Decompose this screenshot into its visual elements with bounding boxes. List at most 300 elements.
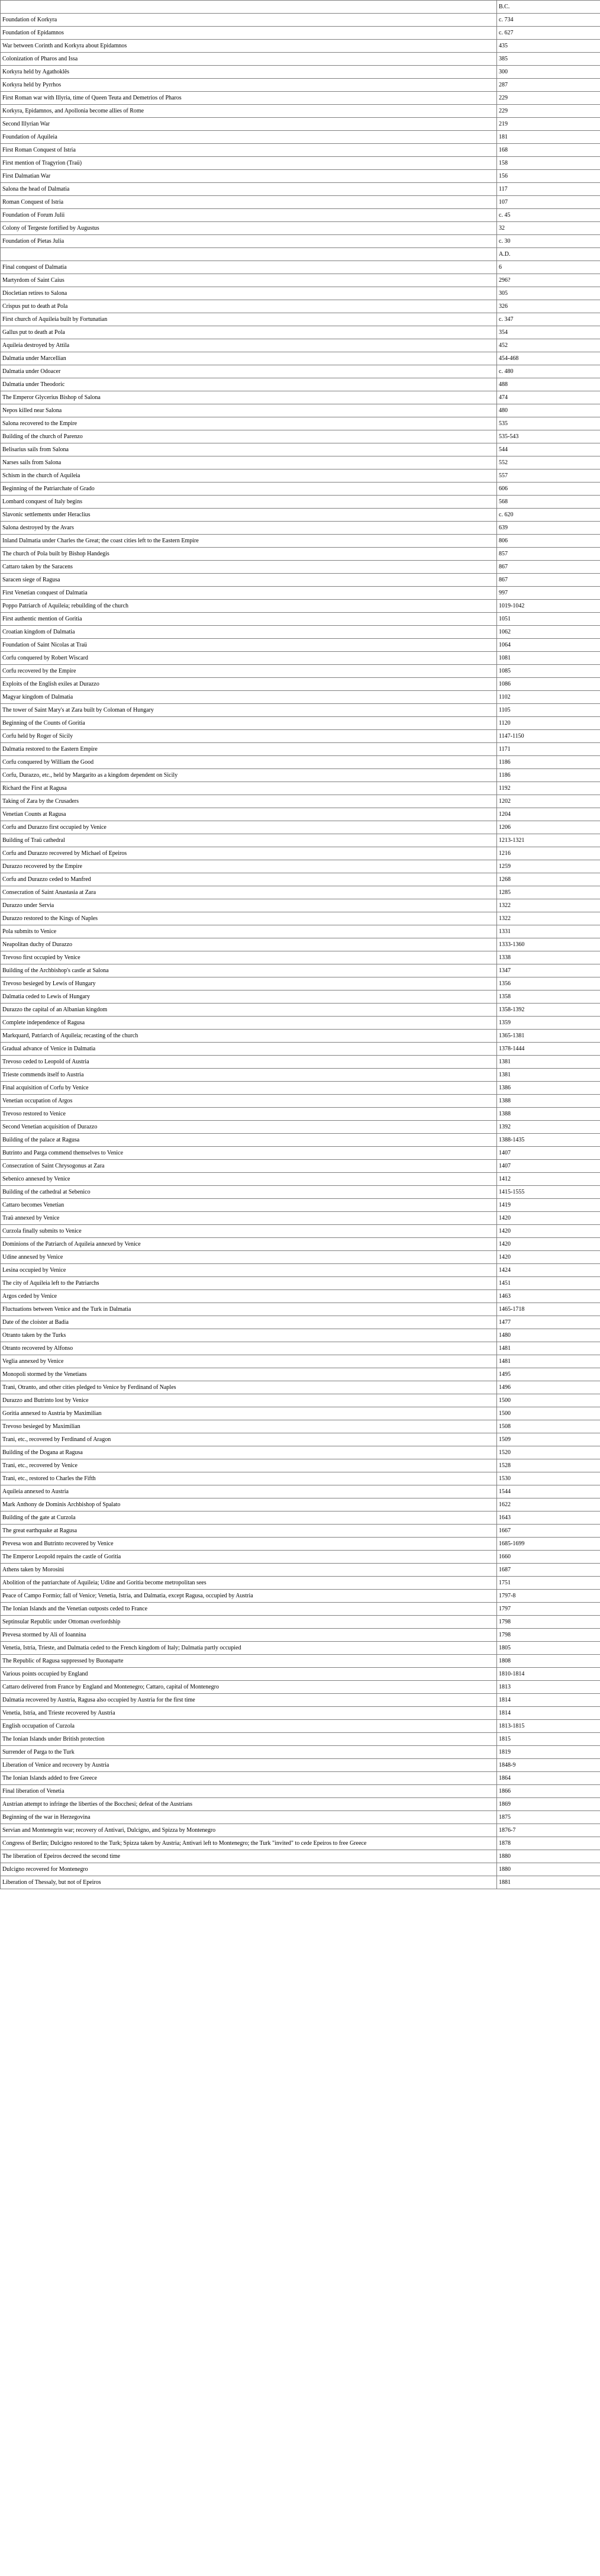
table-row [1,1407,600,1420]
date-cell: 1419 [497,1199,600,1212]
event-cell: Durazzo and Butrinto lost by Venice [1,1394,497,1407]
date-cell: 1481 [497,1342,600,1355]
event-cell: War between Corinth and Korkyra about Epidamnos [1,40,497,53]
table-row [1,613,600,626]
event-cell: Gallus put to death at Pola [1,326,497,339]
date-cell: 6 [497,261,600,274]
table-row [1,66,600,79]
table-row [1,456,600,469]
table-row [1,1603,600,1616]
date-cell: 296? [497,274,600,287]
event-cell: Consecration of Saint Chrysogonus at Zara [1,1160,497,1173]
table-row [1,1134,600,1147]
table-row [1,287,600,300]
event-cell: Peace of Campo Formio; fall of Venice; Venetia, Istria, and Dalmatia, except Ragusa, occupied by Austria [1,1590,497,1603]
table-row [1,1433,600,1446]
table-row [1,678,600,691]
event-cell: The Ionian Islands under British protection [1,1733,497,1746]
date-cell: 1105 [497,704,600,717]
event-cell: Trani, etc., recovered by Ferdinand of Aragon [1,1433,497,1446]
date-cell: 997 [497,587,600,600]
date-cell: 1530 [497,1472,600,1485]
table-row [1,1485,600,1498]
date-cell: 1420 [497,1238,600,1251]
date-cell: 1213-1321 [497,834,600,847]
date-cell: 305 [497,287,600,300]
event-cell: Abolition of the patriarchate of Aquileia; Udine and Goritia become metropolitan sees [1,1577,497,1590]
date-cell: 1424 [497,1264,600,1277]
table-row [1,1277,600,1290]
event-cell: Narses sails from Salona [1,456,497,469]
table-row [1,404,600,417]
date-cell: 568 [497,496,600,509]
table-row [1,1616,600,1629]
event-cell: Slavonic settlements under Heraclius [1,509,497,522]
table-row [1,144,600,157]
table-row [1,951,600,964]
table-row [1,170,600,183]
event-cell: Colony of Tergeste fortified by Augustus [1,222,497,235]
table-row [1,1056,600,1069]
event-cell: The church of Pola built by Bishop Handegis [1,548,497,561]
date-cell: c. 734 [497,14,600,27]
date-cell: 1186 [497,756,600,769]
date-cell: 1388 [497,1095,600,1108]
table-row [1,1043,600,1056]
event-cell: Goritia annexed to Austria by Maximilian [1,1407,497,1420]
table-row [1,1459,600,1472]
event-cell: First Venetian conquest of Dalmatia [1,587,497,600]
date-cell: 1378-1444 [497,1043,600,1056]
date-cell: 1171 [497,743,600,756]
event-cell [1,1,497,14]
event-cell: Butrinto and Parga commend themselves to Venice [1,1147,497,1160]
event-cell: Saracen siege of Ragusa [1,574,497,587]
event-cell: Corfu held by Roger of Sicily [1,730,497,743]
table-row [1,886,600,899]
event-cell: Consecration of Saint Anastasia at Zara [1,886,497,899]
table-row [1,157,600,170]
table-row [1,1629,600,1642]
date-cell: 1528 [497,1459,600,1472]
table-row [1,847,600,860]
table-row [1,652,600,665]
date-cell: c. 627 [497,27,600,40]
event-cell: First mention of Tragyrion (Traü) [1,157,497,170]
event-cell: Foundation of Saint Nicolas at Traü [1,639,497,652]
table-row [1,1121,600,1134]
table-row [1,1381,600,1394]
table-row [1,1355,600,1368]
table-row [1,196,600,209]
event-cell: Prevesa won and Butrinto recovered by Venice [1,1538,497,1551]
date-cell: 1480 [497,1329,600,1342]
table-row [1,587,600,600]
date-cell: 1509 [497,1433,600,1446]
table-row [1,1030,600,1043]
date-cell: 1358-1392 [497,1004,600,1017]
event-cell: Dalmatia under Odoacer [1,365,497,378]
table-row [1,821,600,834]
table-row [1,977,600,990]
table-row [1,1329,600,1342]
table-row [1,782,600,795]
event-cell: Dalmatia recovered by Austria, Ragusa also occupied by Austria for the first time [1,1694,497,1707]
event-cell: Salona recovered to the Empire [1,417,497,430]
event-cell: Otranto taken by the Turks [1,1329,497,1342]
table-row [1,1264,600,1277]
table-row [1,1069,600,1082]
table-row [1,1212,600,1225]
table-row [1,1837,600,1850]
table-row [1,730,600,743]
chronology-body [1,1,600,1889]
table-row [1,1590,600,1603]
table-row [1,1004,600,1017]
date-cell: 1347 [497,964,600,977]
event-cell: Dalmatia restored to the Eastern Empire [1,743,497,756]
table-row [1,339,600,352]
date-cell: 1102 [497,691,600,704]
date-cell: 107 [497,196,600,209]
event-cell: The great earthquake at Ragusa [1,1525,497,1538]
table-row [1,1225,600,1238]
date-cell: 867 [497,574,600,587]
table-row [1,925,600,938]
date-cell: 1814 [497,1694,600,1707]
event-cell: Various points occupied by England [1,1668,497,1681]
event-cell: Salona the head of Dalmatia [1,183,497,196]
table-row [1,704,600,717]
table-row [1,769,600,782]
date-cell: 1356 [497,977,600,990]
event-cell: Gradual advance of Venice in Dalmatia [1,1043,497,1056]
table-row [1,483,600,496]
event-cell: Richard the First at Ragusa [1,782,497,795]
date-cell: 544 [497,443,600,456]
date-cell: 1381 [497,1056,600,1069]
date-cell: 1797-8 [497,1590,600,1603]
table-row [1,1733,600,1746]
date-cell: 535-543 [497,430,600,443]
table-row [1,1251,600,1264]
table-row [1,964,600,977]
table-row [1,1147,600,1160]
date-cell: 1420 [497,1251,600,1264]
table-row [1,222,600,235]
event-cell: Neapolitan duchy of Durazzo [1,938,497,951]
event-cell: First Roman Conquest of Istria [1,144,497,157]
event-cell: Korkyra held by Agathoklês [1,66,497,79]
event-cell: Markquard, Patriarch of Aquileia; recasting of the church [1,1030,497,1043]
table-row [1,443,600,456]
date-cell: 535 [497,417,600,430]
table-row [1,1368,600,1381]
event-cell: Trevoso besieged by Lewis of Hungary [1,977,497,990]
date-cell: 1813 [497,1681,600,1694]
table-row [1,600,600,613]
table-row [1,1199,600,1212]
date-cell: 1365-1381 [497,1030,600,1043]
table-row [1,1850,600,1863]
event-cell: Corfu and Durazzo recovered by Michael of Epeiros [1,847,497,860]
event-cell: Building of the Archbishop's castle at Salona [1,964,497,977]
table-row [1,1498,600,1511]
table-row [1,509,600,522]
date-cell: 1875 [497,1811,600,1824]
table-row [1,261,600,274]
event-cell: Second Venetian acquisition of Durazzo [1,1121,497,1134]
date-cell: 1388 [497,1108,600,1121]
event-cell: Trevoso ceded to Leopold of Austria [1,1056,497,1069]
date-cell: 1216 [497,847,600,860]
date-cell: 1864 [497,1772,600,1785]
date-cell: 1878 [497,1837,600,1850]
event-cell: Foundation of Pietas Julia [1,235,497,248]
date-cell: 1285 [497,886,600,899]
event-cell: Durazzo recovered by the Empire [1,860,497,873]
date-cell: 1881 [497,1876,600,1889]
event-cell: Udine annexed by Venice [1,1251,497,1264]
event-cell: First authentic mention of Goritia [1,613,497,626]
date-cell: 1407 [497,1147,600,1160]
date-cell: 1051 [497,613,600,626]
table-row [1,639,600,652]
date-cell: 1451 [497,1277,600,1290]
event-cell: Liberation of Thessaly, but not of Epeiros [1,1876,497,1889]
event-cell: The Republic of Ragusa suppressed by Buonaparte [1,1655,497,1668]
event-cell: Cattaro becomes Venetian [1,1199,497,1212]
date-cell: 168 [497,144,600,157]
date-cell: 1544 [497,1485,600,1498]
date-cell: 1798 [497,1629,600,1642]
event-cell: Foundation of Aquileia [1,131,497,144]
table-row [1,53,600,66]
event-cell: Corfu conquered by William the Good [1,756,497,769]
date-cell: 117 [497,183,600,196]
event-cell: Inland Dalmatia under Charles the Great; the coast cities left to the Eastern Empire [1,535,497,548]
table-row [1,496,600,509]
table-row [1,1108,600,1121]
date-cell: 1147-1150 [497,730,600,743]
event-cell: Final acquisition of Corfu by Venice [1,1082,497,1095]
event-cell: Salona destroyed by the Avars [1,522,497,535]
table-row [1,183,600,196]
date-cell: 557 [497,469,600,483]
event-cell: Argos ceded by Venice [1,1290,497,1303]
table-row [1,1446,600,1459]
era-header-row [1,248,600,261]
event-cell: Crispus put to death at Pola [1,300,497,313]
date-cell: 1869 [497,1798,600,1811]
event-cell: Otranto recovered by Alfonso [1,1342,497,1355]
table-row [1,14,600,27]
date-cell: 1322 [497,899,600,912]
date-cell: c. 45 [497,209,600,222]
date-cell: 1407 [497,1160,600,1173]
date-cell: 1420 [497,1225,600,1238]
table-row [1,326,600,339]
table-row [1,1303,600,1316]
event-cell: Trani, etc., restored to Charles the Fifth [1,1472,497,1485]
table-row [1,430,600,443]
table-row [1,1811,600,1824]
date-cell: 454-468 [497,352,600,365]
event-cell: Final liberation of Venetia [1,1785,497,1798]
event-cell: Complete independence of Ragusa [1,1017,497,1030]
event-cell: Nepos killed near Salona [1,404,497,417]
date-cell: 32 [497,222,600,235]
date-cell: 1495 [497,1368,600,1381]
event-cell: Venetian occupation of Argos [1,1095,497,1108]
date-cell: 1808 [497,1655,600,1668]
event-cell: Corfu and Durazzo first occupied by Venice [1,821,497,834]
table-row [1,1720,600,1733]
event-cell: Durazzo the capital of an Albanian kingdom [1,1004,497,1017]
date-cell: 1520 [497,1446,600,1459]
date-cell: 1813-1815 [497,1720,600,1733]
event-cell: Martyrdom of Saint Caius [1,274,497,287]
date-cell: 229 [497,105,600,118]
event-cell: Building of Traü cathedral [1,834,497,847]
table-row [1,1186,600,1199]
date-cell: 1814 [497,1707,600,1720]
date-cell: 1797 [497,1603,600,1616]
table-row [1,1655,600,1668]
table-row [1,1342,600,1355]
event-cell: Trevoso first occupied by Venice [1,951,497,964]
table-row [1,235,600,248]
date-cell: 1259 [497,860,600,873]
event-cell: Trieste commends itself to Austria [1,1069,497,1082]
table-row [1,274,600,287]
event-cell: Aquileia destroyed by Attila [1,339,497,352]
table-row [1,808,600,821]
table-row [1,1668,600,1681]
date-cell: c. 620 [497,509,600,522]
table-row [1,743,600,756]
date-cell: 1420 [497,1212,600,1225]
event-cell: Building of the cathedral at Sebenico [1,1186,497,1199]
date-cell: 639 [497,522,600,535]
era-header-row [1,1,600,14]
event-cell: Building of the palace at Ragusa [1,1134,497,1147]
event-cell: Veglia annexed by Venice [1,1355,497,1368]
date-cell: 1463 [497,1290,600,1303]
date-cell: 1848-9 [497,1759,600,1772]
date-cell: 606 [497,483,600,496]
date-cell: 1508 [497,1420,600,1433]
event-cell: Pola submits to Venice [1,925,497,938]
event-cell: Exploits of the English exiles at Durazzo [1,678,497,691]
table-row [1,1095,600,1108]
table-row [1,691,600,704]
table-row [1,1746,600,1759]
date-cell: 1358 [497,990,600,1004]
date-cell: 857 [497,548,600,561]
event-cell: Lesina occupied by Venice [1,1264,497,1277]
table-row [1,313,600,326]
event-cell: Building of the Dogana at Ragusa [1,1446,497,1459]
event-cell: Croatian kingdom of Dalmatia [1,626,497,639]
date-cell: 1388-1435 [497,1134,600,1147]
date-cell: 1206 [497,821,600,834]
event-cell: Durazzo under Servia [1,899,497,912]
date-cell: 1500 [497,1407,600,1420]
table-row [1,131,600,144]
date-cell: 1465-1718 [497,1303,600,1316]
date-cell: 181 [497,131,600,144]
table-row [1,1511,600,1525]
date-cell: 1685-1699 [497,1538,600,1551]
event-cell: The tower of Saint Mary's at Zara built by Coloman of Hungary [1,704,497,717]
event-cell: The Emperor Leopold repairs the castle of Goritia [1,1551,497,1564]
date-cell: 1186 [497,769,600,782]
event-cell: Second Illyrian War [1,118,497,131]
table-row [1,548,600,561]
date-cell: 1810-1814 [497,1668,600,1681]
event-cell: Septinsular Republic under Ottoman overlordship [1,1616,497,1629]
table-row [1,522,600,535]
date-cell: 480 [497,404,600,417]
table-row [1,938,600,951]
date-cell: 1805 [497,1642,600,1655]
table-row [1,27,600,40]
event-cell: Aquileia annexed to Austria [1,1485,497,1498]
table-row [1,1551,600,1564]
event-cell: Cattaro taken by the Saracens [1,561,497,574]
table-row [1,1290,600,1303]
event-cell: Korkyra held by Pyrrhos [1,79,497,92]
event-cell: Diocletian retires to Salona [1,287,497,300]
event-cell: Corfu, Durazzo, etc., held by Margarito as a kingdom dependent on Sicily [1,769,497,782]
event-cell: Austrian attempt to infringe the liberties of the Bocchesi; defeat of the Austrians [1,1798,497,1811]
table-row [1,1642,600,1655]
table-row [1,1538,600,1551]
event-cell: The Ionian Islands and the Venetian outposts ceded to France [1,1603,497,1616]
date-cell: 1876-7 [497,1824,600,1837]
table-row [1,1798,600,1811]
table-row [1,352,600,365]
event-cell: Magyar kingdom of Dalmatia [1,691,497,704]
event-cell: Building of the gate at Curzola [1,1511,497,1525]
table-row [1,574,600,587]
table-row [1,834,600,847]
event-cell: The Emperor Glycerius Bishop of Salona [1,391,497,404]
event-cell: Colonization of Pharos and Issa [1,53,497,66]
table-row [1,105,600,118]
date-cell: 1120 [497,717,600,730]
date-cell: 354 [497,326,600,339]
table-row [1,469,600,483]
event-cell: Foundation of Korkyra [1,14,497,27]
date-cell: 1660 [497,1551,600,1564]
table-row [1,873,600,886]
table-row [1,1772,600,1785]
table-row [1,417,600,430]
event-cell: Mark Anthony de Dominis Archbishop of Spalato [1,1498,497,1511]
event-cell: First Dalmatian War [1,170,497,183]
event-cell: Lombard conquest of Italy begins [1,496,497,509]
era-label: A.D. [497,248,600,261]
date-cell: 1643 [497,1511,600,1525]
date-cell: 1815 [497,1733,600,1746]
event-cell: Traü annexed by Venice [1,1212,497,1225]
event-cell: Beginning of the Counts of Goritia [1,717,497,730]
table-row [1,1472,600,1485]
table-row [1,1681,600,1694]
table-row [1,118,600,131]
